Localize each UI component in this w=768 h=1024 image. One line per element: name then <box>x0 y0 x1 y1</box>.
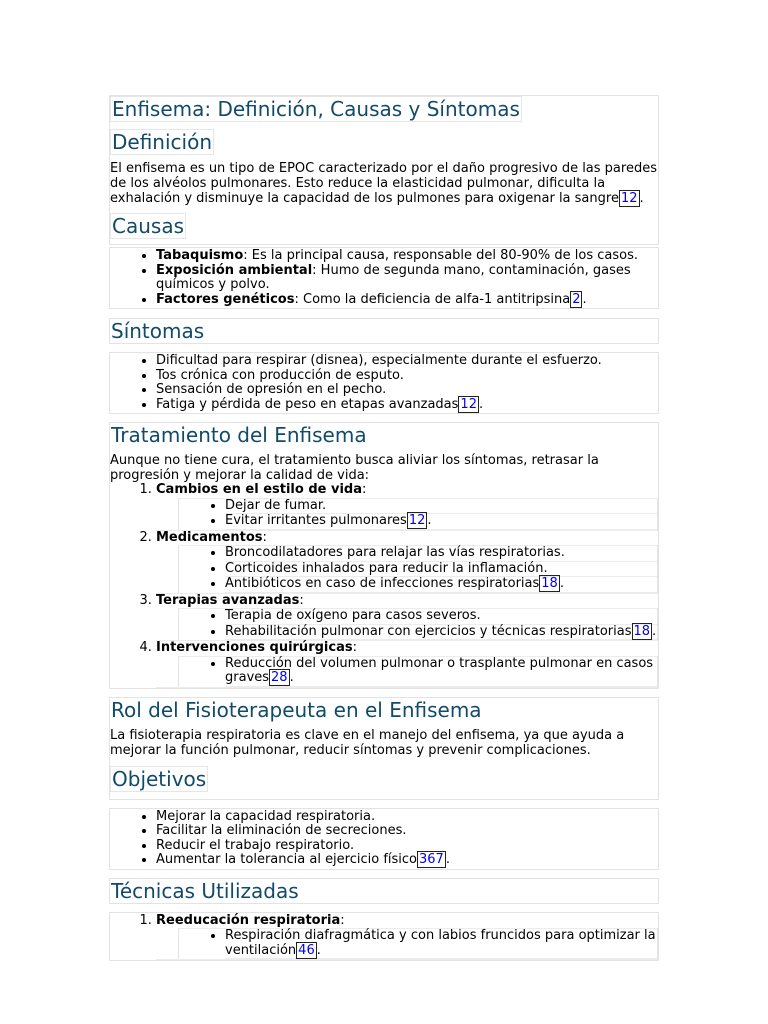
list-item <box>156 839 658 854</box>
sub-list <box>178 498 658 530</box>
list-item-text: Sensación de opresión en el pecho. <box>156 382 387 397</box>
rol-section <box>109 697 659 800</box>
sub-list <box>178 656 658 687</box>
sintomas-list-block <box>109 352 659 414</box>
citation-link[interactable]: 18 <box>541 576 558 591</box>
list-item-text: Dificultad para respirar (disnea), especialmente durante el esfuerzo. <box>156 353 602 368</box>
punctuation: . <box>427 513 432 528</box>
punctuation: : <box>362 482 367 497</box>
heading-definicion: Definición <box>112 130 212 154</box>
list-item-term: Exposición ambiental <box>156 262 313 278</box>
list-item-term: Tabaquismo <box>156 248 244 263</box>
list-item <box>156 383 658 398</box>
intro-section <box>109 95 659 245</box>
numbered-item <box>156 641 658 688</box>
numbered-item-title: Reeducación respiratoria <box>156 912 341 928</box>
sub-item-text: Antibióticos en caso de infecciones respiratorias <box>225 576 540 591</box>
sub-list-item <box>225 929 657 959</box>
punctuation: . <box>652 623 657 639</box>
list-item <box>156 264 658 293</box>
punctuation: : <box>340 912 345 928</box>
punctuation: . <box>559 576 564 591</box>
list-item <box>156 293 658 308</box>
tratamiento-intro: Aunque no tiene cura, el tratamiento busca aliviar los síntomas, retrasar la progresión y mejorar la calidad de vida: <box>110 453 599 483</box>
heading-tecnicas: Técnicas Utilizadas <box>111 878 299 903</box>
sub-item-text: Terapia de oxígeno para casos severos. <box>225 608 481 623</box>
list-item-text: Facilitar la eliminación de secreciones. <box>156 823 407 838</box>
tratamiento-section <box>109 422 659 689</box>
heading-tratamiento: Tratamiento del Enfisema <box>111 423 367 447</box>
list-item-text: Mejorar la capacidad respiratoria. <box>156 808 376 824</box>
tecnicas-heading-block <box>109 878 659 904</box>
citation-link[interactable]: 46 <box>298 942 315 958</box>
causas-list <box>110 249 658 307</box>
punctuation: : <box>262 529 267 545</box>
citation-link[interactable]: 2 <box>572 291 581 307</box>
list-item-text: Tos crónica con producción de esputo. <box>156 367 404 383</box>
punctuation: . <box>639 191 644 206</box>
citation-link[interactable]: 12 <box>460 396 477 412</box>
sub-item-text: Dejar de fumar. <box>225 497 327 513</box>
list-item <box>156 824 658 839</box>
sub-list-item <box>225 514 657 530</box>
list-item <box>156 369 658 384</box>
sub-item-text: Reducción del volumen pulmonar o trasplante pulmonar en casos graves <box>225 655 654 685</box>
list-item-text: : Es la principal causa, responsable del 80-90% de los casos. <box>243 248 639 263</box>
numbered-item-title: Terapias avanzadas <box>156 592 300 608</box>
punctuation: : <box>352 640 357 655</box>
punctuation: . <box>478 396 484 412</box>
list-item-term: Factores genéticos <box>156 291 295 307</box>
heading-causas: Causas <box>112 214 184 238</box>
sub-list-item <box>225 546 657 562</box>
tratamiento-list <box>110 483 658 688</box>
list-item-text: Fatiga y pérdida de peso en etapas avanzadas <box>156 396 459 412</box>
sub-item-text: Evitar irritantes pulmonares <box>225 513 407 528</box>
sub-item-text: Broncodilatadores para relajar las vías respiratorias. <box>225 545 565 560</box>
sub-list-item <box>225 609 657 625</box>
list-item <box>156 354 658 369</box>
citation-link[interactable]: 18 <box>633 623 651 639</box>
tecnicas-list-block <box>109 912 659 962</box>
page-title: Enfisema: Definición, Causas y Síntomas <box>112 97 520 121</box>
punctuation: . <box>316 942 321 958</box>
heading-rol: Rol del Fisioterapeuta en el Enfisema <box>111 697 482 722</box>
list-item-text: : Humo de segunda mano, contaminación, gases químicos y polvo. <box>156 262 631 292</box>
sub-list-item <box>225 657 657 687</box>
numbered-item <box>156 531 658 594</box>
citation-link[interactable]: 28 <box>271 670 288 685</box>
numbered-item <box>156 483 658 531</box>
list-item-text: Aumentar la tolerancia al ejercicio físico <box>156 852 418 867</box>
sintomas-list <box>110 354 658 412</box>
causas-list-block <box>109 247 659 309</box>
citation-link[interactable]: 367 <box>419 852 444 867</box>
numbered-item <box>156 594 658 642</box>
sub-item-text: Corticoides inhalados para reducir la inflamación. <box>225 560 548 576</box>
list-item <box>156 853 658 868</box>
punctuation: . <box>289 670 294 685</box>
sintomas-heading-block <box>109 318 659 344</box>
definicion-body: El enfisema es un tipo de EPOC caracterizado por el daño progresivo de las paredes de los alvéolos pulmonares. Esto reduce la elasticidad pulmonar, dificulta la exhalación y disminuye la capacidad de los pulmones para oxigenar la sangre <box>110 161 657 206</box>
sub-list-item <box>225 499 657 515</box>
sub-list <box>178 545 658 593</box>
sub-list-item <box>225 577 657 593</box>
sub-list <box>178 608 658 640</box>
objetivos-list-block <box>109 808 659 870</box>
punctuation: . <box>582 291 587 307</box>
list-item <box>156 398 658 413</box>
numbered-item-title: Cambios en el estilo de vida <box>156 482 363 497</box>
sub-list-item <box>225 625 657 641</box>
numbered-item <box>156 914 658 961</box>
sub-list <box>178 928 658 959</box>
citation-link[interactable]: 12 <box>408 513 426 528</box>
citation-link[interactable]: 12 <box>620 191 638 206</box>
punctuation: . <box>445 852 450 867</box>
numbered-item-title: Intervenciones quirúrgicas <box>156 640 353 655</box>
heading-sintomas: Síntomas <box>111 319 205 343</box>
list-item-text: Reducir el trabajo respiratorio. <box>156 837 355 853</box>
numbered-item-title: Medicamentos <box>156 529 263 545</box>
sub-item-text: Respiración diafragmática y con labios fruncidos para optimizar la ventilación <box>225 928 656 958</box>
list-item-text: : Como la deficiencia de alfa-1 antitripsina <box>294 291 571 307</box>
list-item <box>156 249 658 264</box>
punctuation: : <box>299 592 304 608</box>
document-page <box>109 95 659 961</box>
sub-item-text: Rehabilitación pulmonar con ejercicios y técnicas respiratorias <box>225 623 632 639</box>
definicion-text <box>110 161 658 206</box>
heading-objetivos: Objetivos <box>112 766 207 791</box>
sub-list-item <box>225 562 657 578</box>
rol-text: La fisioterapia respiratoria es clave en el manejo del enfisema, ya que ayuda a mejorar la función pulmonar, reducir síntomas y prevenir complicaciones. <box>110 727 625 758</box>
objetivos-list <box>110 810 658 868</box>
list-item <box>156 810 658 825</box>
tecnicas-list <box>110 914 658 961</box>
